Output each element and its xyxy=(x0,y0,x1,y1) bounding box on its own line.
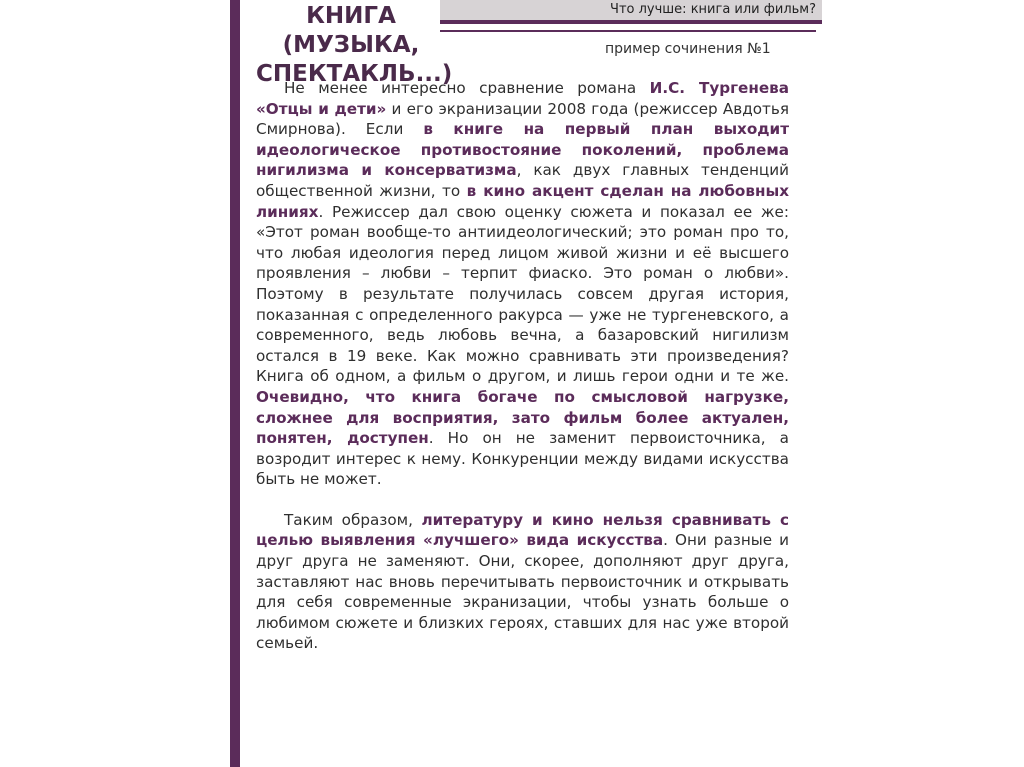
body-text: . Но он не заменит первоисточника, а возродит интерес к нему. Конкуренции между видами искусства быть не может. xyxy=(256,429,789,489)
sidebar-accent-bar xyxy=(230,0,240,767)
topic-bar xyxy=(440,0,822,24)
body-text: Не менее интересно сравнение романа xyxy=(284,79,650,97)
page-title xyxy=(256,2,453,89)
body-text: . Они разные и друг друга не заменяют. Они, скорее, дополняют друг друга, заставляют нас вновь перечитывать первоисточник и открывать для себя современные экранизации, чтобы узнать больше о любимом сюжете и близких героях, ставших для нас уже второй семьей. xyxy=(256,531,789,653)
highlighted-text: И.С. Тургенева «Отцы и дети» xyxy=(256,79,790,118)
body-text: и его экранизации 2008 года (режиссер Авдотья Смирнова). Если xyxy=(256,99,789,139)
body-text: . Режиссер дал свою оценку сюжета и показал ее же: «Этот роман вообще-то антиидеологический; это роман про то, что любая идеология перед лицом живой жизни и её высшего проявления – любви – терпит фиаско. Это роман о любви». Поэтому в результате получилась совсем другая история, показанная с определенного ракурса — уже не тургеневского, а современного, ведь любовь вечна, а базаровский нигилизм остался в 19 веке. Как можно сравнивать эти произведения? Книга об одном, а фильм о другом, и лишь герои одни и те же. xyxy=(256,202,789,386)
example-label: пример сочинения №1 xyxy=(605,41,771,57)
essay-text xyxy=(256,78,789,654)
topic-label: Что лучше: книга или фильм? xyxy=(610,2,816,17)
essay-paragraph xyxy=(256,510,789,654)
title-line-2: СПЕКТАКЛЬ...) xyxy=(256,61,453,87)
title-line-1: КНИГА (МУЗЫКА, xyxy=(282,3,420,58)
divider-rule xyxy=(440,30,816,32)
highlighted-text: в кино акцент сделан на любовных линиях xyxy=(256,181,789,221)
body-text: , как двух главных тенденций общественной жизни, то xyxy=(256,161,789,200)
highlighted-text: в книге на первый план выходит идеологическое противостояние поколений, проблема нигилизма и консерватизма xyxy=(256,120,790,180)
essay-paragraph xyxy=(256,78,789,490)
body-text: Таким образом, xyxy=(284,510,422,529)
highlighted-text: литературу и кино нельзя сравнивать с целью выявления «лучшего» вида искусства xyxy=(256,510,790,550)
highlighted-text: Очевидно, что книга богаче по смысловой нагрузке, сложнее для восприятия, зато фильм более актуален, понятен, доступен xyxy=(256,387,789,448)
